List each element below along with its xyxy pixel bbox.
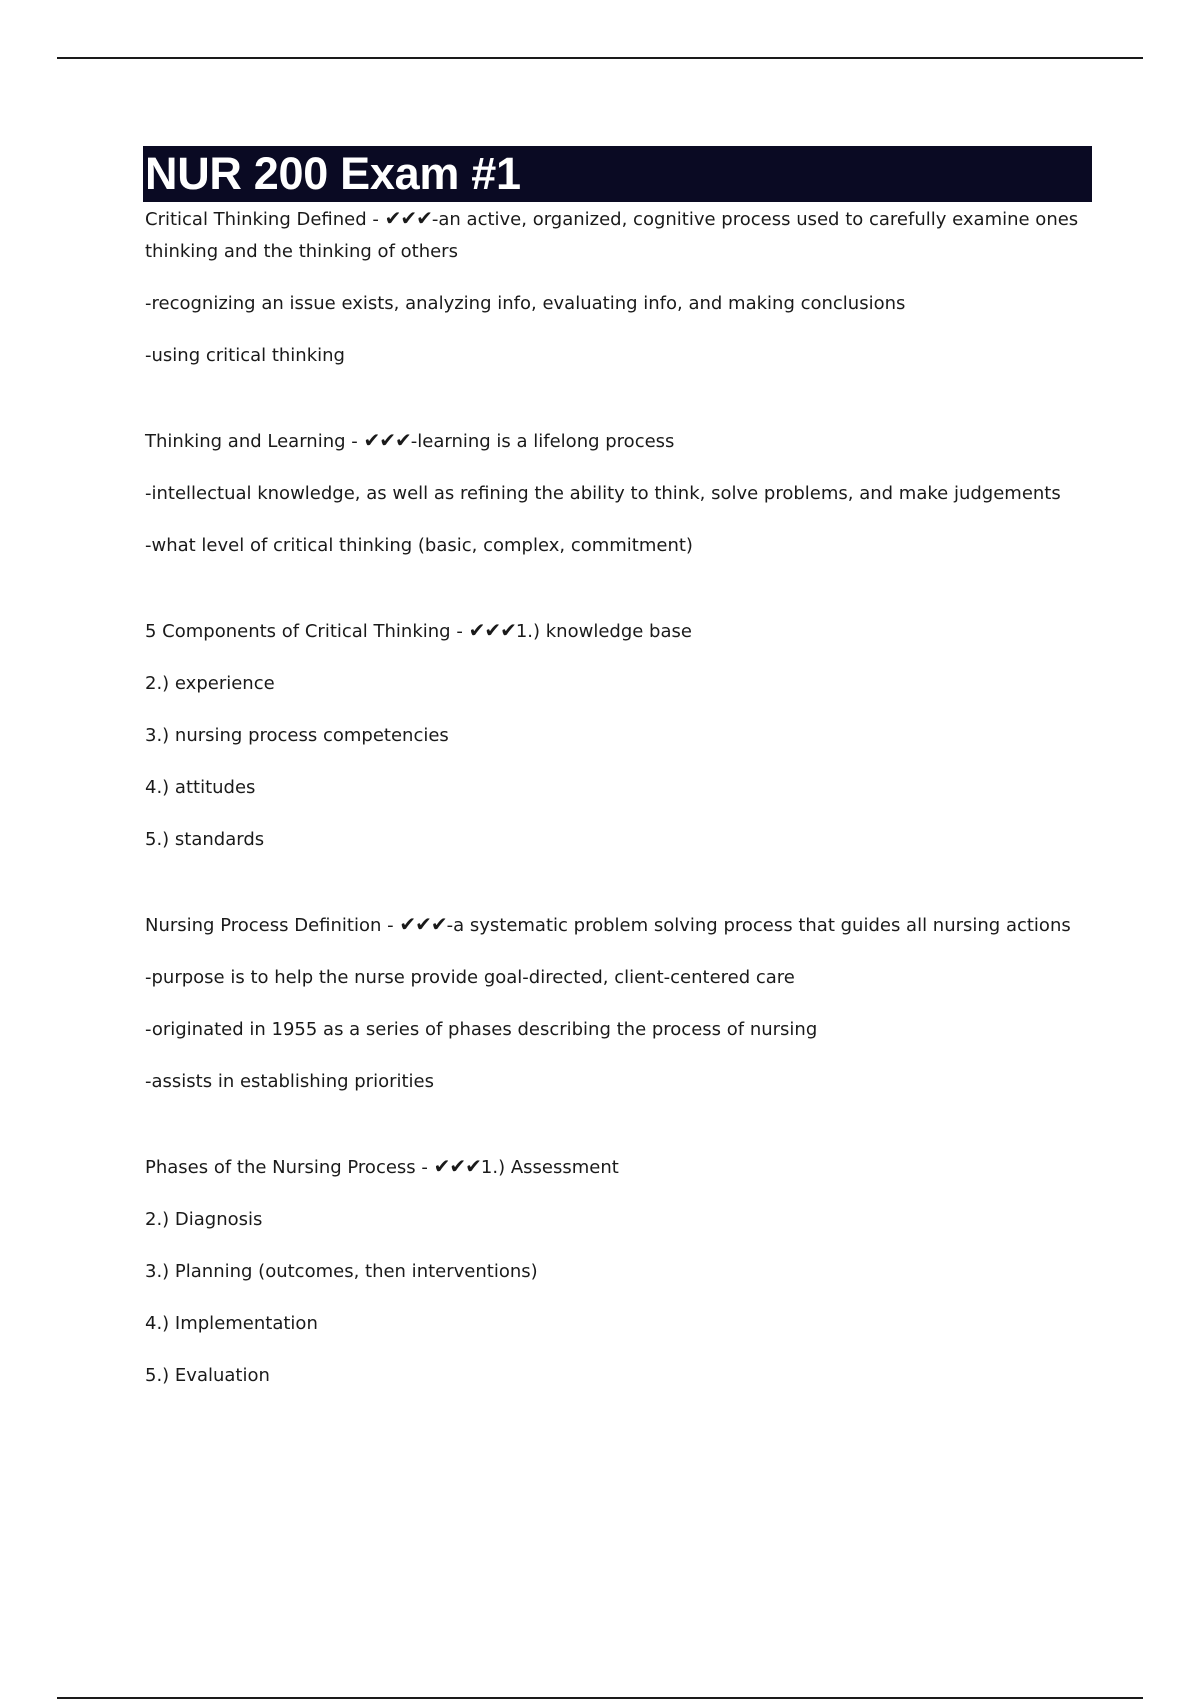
- flashcard-question-line: [145, 202, 1095, 268]
- flashcard-question-line: [145, 424, 1095, 458]
- flashcard-answer: 1.) Assessment: [480, 1157, 619, 1178]
- header-rule: [57, 57, 1143, 59]
- flashcard-answer-line: 4.) Implementation: [145, 1313, 318, 1334]
- term-separator: -: [366, 209, 385, 230]
- flashcard: [145, 908, 1095, 1098]
- check-marks-icon: ✔✔✔: [384, 206, 432, 230]
- flashcard-term: Phases of the Nursing Process: [145, 1157, 416, 1178]
- flashcard-answer-line: 3.) nursing process competencies: [145, 725, 449, 746]
- term-separator: -: [345, 431, 364, 452]
- check-marks-icon: ✔✔✔: [468, 618, 516, 642]
- flashcard-answer: -an active, organized, cognitive process used to carefully examine ones thinking and the thinking of others: [145, 209, 1079, 262]
- flashcard-question-line: [145, 908, 1095, 942]
- flashcard-term: Nursing Process Definition: [145, 915, 382, 936]
- page-title: NUR 200 Exam #1: [145, 148, 521, 199]
- flashcard-answer-line: 4.) attitudes: [145, 777, 256, 798]
- flashcard: [145, 424, 1095, 562]
- flashcard: [145, 614, 1095, 856]
- term-separator: -: [415, 1157, 434, 1178]
- flashcard-answer: 1.) knowledge base: [515, 621, 692, 642]
- flashcard-question-line: [145, 614, 1095, 648]
- flashcard-term: 5 Components of Critical Thinking: [145, 621, 451, 642]
- flashcard-answer-line: -assists in establishing priorities: [145, 1071, 435, 1092]
- flashcard-answer-line: 3.) Planning (outcomes, then interventions): [145, 1261, 538, 1282]
- check-marks-icon: ✔✔✔: [363, 428, 411, 452]
- footer-rule: [57, 1697, 1143, 1699]
- flashcard-answer-line: 5.) standards: [145, 829, 265, 850]
- flashcard: [145, 1150, 1095, 1392]
- flashcard-answer-line: -recognizing an issue exists, analyzing info, evaluating info, and making conclusions: [145, 293, 906, 314]
- title-banner: [143, 146, 1092, 202]
- flashcard-answer: -a systematic problem solving process that guides all nursing actions: [446, 915, 1071, 936]
- flashcard-answer-line: -purpose is to help the nurse provide goal-directed, client-centered care: [145, 967, 795, 988]
- check-marks-icon: ✔✔✔: [399, 912, 447, 936]
- flashcard-term: Thinking and Learning: [145, 431, 346, 452]
- flashcard-answer-line: -what level of critical thinking (basic, complex, commitment): [145, 535, 693, 556]
- flashcard-answer-line: 2.) experience: [145, 673, 275, 694]
- flashcard-term: Critical Thinking Defined: [145, 209, 367, 230]
- flashcard-answer-line: -intellectual knowledge, as well as refining the ability to think, solve problems, and make judgements: [145, 483, 1061, 504]
- flashcard: [145, 202, 1095, 372]
- flashcard-answer: -learning is a lifelong process: [410, 431, 675, 452]
- flashcard-list: [145, 202, 1095, 1392]
- flashcard-answer-line: 5.) Evaluation: [145, 1365, 270, 1386]
- flashcard-question-line: [145, 1150, 1095, 1184]
- flashcard-answer-line: -originated in 1955 as a series of phases describing the process of nursing: [145, 1019, 818, 1040]
- term-separator: -: [450, 621, 469, 642]
- check-marks-icon: ✔✔✔: [433, 1154, 481, 1178]
- term-separator: -: [381, 915, 400, 936]
- flashcard-answer-line: 2.) Diagnosis: [145, 1209, 263, 1230]
- flashcard-answer-line: -using critical thinking: [145, 345, 345, 366]
